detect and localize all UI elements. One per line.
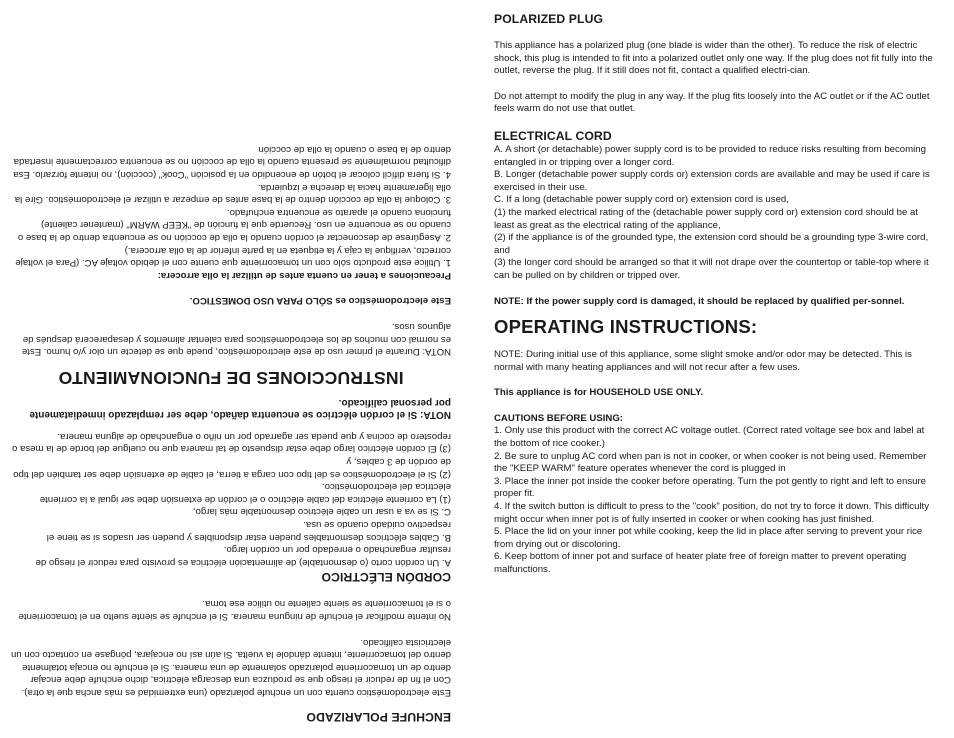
enchufe-paragraph-1: Este electrodoméstico cuenta con un enchufe polarizado (una extremidad es más ancha que la otra). Con el fin de reducir el riesgo que se produzca una descarga eléctrica, dicho enchufe debe encajar dentro de un tomacorriente polarizado solamente de una manera. Si el enchufe no encaja totalmente dentro del tomacorriente, intente dándole la vuelta. Si aún así no encajara, póngase en contacto con un electricista calificado. — [10, 636, 451, 698]
cordon-heading: CORDÓN ELÉCTRICO — [321, 569, 451, 584]
cautions-heading: CAUTIONS BEFORE USING: — [494, 412, 623, 424]
english-content — [494, 12, 939, 577]
spanish-content — [11, 142, 451, 724]
household-use: This appliance is for HOUSEHOLD USE ONLY. — [494, 387, 704, 399]
polarized-plug-heading: POLARIZED PLUG — [494, 12, 604, 26]
operating-instructions-title: OPERATING INSTRUCTIONS: — [494, 316, 758, 338]
cordon-paragraph: A. Un cordón corto (o desmontable) de alimentación eléctrica es provisto para reducir el riesgo de resultar enganchado o enredado por un cordón largo. B. Cables eléctricos desmontables pueden estar disponibles y pueden ser usados si se tiene el respectivo cuidado cuando se usa. C. Si se va a usar un cable eléctrico desmontable más largo, (1) La corriente eléctrica del cable eléctrico o el cordón de extensión debe ser igual a la corriente eléctrica del electrodoméstico. (2) Si el electrodoméstico es del tipo con carga a tierra, el cable de extensión debe ser también del tipo de cordón de 3 cables, y (3) El cordón eléctrico largo debe estar dispuesto de tal manera que no cuelgue del borde de la mesa o repostero de cocina y que pueda ser agarrado por un niño o enganchado de alguna manera. — [12, 430, 451, 568]
instrucciones-title: INSTRUCCIONES DE FUNCIONAMIENTO — [58, 368, 404, 389]
electrical-cord-note: NOTE: If the power supply cord is damaged, it should be replaced by qualified per-sonnel. — [494, 295, 905, 307]
cautions-list: 1. Only use this product with the correct AC voltage outlet. (Correct rated voltage see box and label at the bottom of rice cooker.) 2. Be sure to unplug AC cord when pan is not in cooker, or when cooker is not being used. Remember the "KEEP WARM" feature operates whenever the cord is plugged in 3. Place the inner pot inside the cooker before operating. Turn the pot gently to right and left to ensure proper fit. 4. If the switch button is difficult to press to the "cook" position, do not try to force it down. This difficulty might occur when inner pot is of fully inserted in cooker or when cooking has just finished. 5. Place the lid on your inner pot while cooking, keep the lid in place after serving to prevent your rice from drying out or discoloring. 6. Keep bottom of inner pot and surface of heater plate free of foreign matter to prevent operating malfunctions. — [494, 425, 930, 575]
uso-domestico: Este electrodoméstico es SÓLO PARA USO DOMESTICO. — [189, 295, 451, 307]
polarized-plug-paragraph-1: This appliance has a polarized plug (one blade is wider than the other). To reduce the risk of electric shock, this plug is intended to fit into a polarized outlet only one way. If the plug does not fit fully into the outlet, reverse the plug. If it still does not fit, contact a qualified electri-cian. — [494, 40, 933, 77]
precauciones-list: 1. Utilice este producto sólo con un tomacorriente que cuente con el debido voltaje AC. (Para el voltaje correcto, verifique la caja y la etiqueta en la parte inferior de la olla arrocera.) 2. Asegúrese de desconectar el cordón cuando la olla de cocción no se encuentra dentro de la base o cuando no se encuentre en uso. Recuerde que la función de "KEEP WARM" (mantener caliente) funciona cuando el aparato se encuentra enchufado. 3. Coloque la olla de cocción dentro de la base antes de empezar a utilizar el electrodoméstico. Gire la olla ligeramente hacia la derecha e izquierda. 4. Si fuera difícil colocar el botón de encendido en la posición "Cook" (cocción), no intente forzarlo. Esa dificultad normalmente se presenta cuando la olla de cocción no se encuentra correctamente insertada dentro de la base o cuando la olla de cocción — [13, 143, 451, 269]
electrical-cord-heading: ELECTRICAL CORD — [494, 128, 612, 143]
precauciones-heading: Precauciones a tener en cuenta antes de utilizar la olla arrocera: — [157, 269, 451, 281]
nota-uso: NOTA: Durante el primer uso de este electrodoméstico, puede que se detecte un olor y/o humo. Este es normal con muchos de los electrodomésticos para calentar alimentos y desaparecerá después de algunos usos. — [21, 320, 451, 358]
polarized-plug-paragraph-2: Do not attempt to modify the plug in any way. If the plug fits loosely into the AC outlet or if the AC outlet feels warm do not use that outlet. — [494, 90, 930, 115]
enchufe-heading: ENCHUFE POLARIZADO — [306, 710, 451, 724]
cordon-note: NOTA: Si el cordón eléctrico se encuentra dañado, debe ser remplazado inmediatamente por personal calificado. — [29, 396, 451, 421]
electrical-cord-paragraph: A. A short (or detachable) power supply cord is to be provided to reduce risks resulting from becoming entangled in or tripping over a longer cord. B. Longer (detachable power supply cords or) extension cords are available and may be used if care is exercised in their use. C. If a long (detachable power supply cord or) extension cord is used, (1) the marked electrical rating of the (detachable power supply cord or) extension cord should be at least as great as the electrical rating of the appliance, (2) if the appliance is of the grounded type, the extension cord should be a grounding type 3-wire cord, and (3) the longer cord should be arranged so that it will not drape over the countertop or table-top where it can be pulled on by children or tripped over. — [494, 143, 930, 281]
english-page — [477, 0, 954, 738]
operating-note: NOTE: During initial use of this appliance, some slight smoke and/or odor may be detected. This is normal with many heating appliances and will not recur after a few uses. — [494, 349, 912, 373]
enchufe-paragraph-2: No intente modificar el enchufe de ninguna manera. Si el enchufe se siente suelto en el tomacorriente o si el tomacorriente se siente caliente no utilice ese toma. — [18, 598, 451, 623]
